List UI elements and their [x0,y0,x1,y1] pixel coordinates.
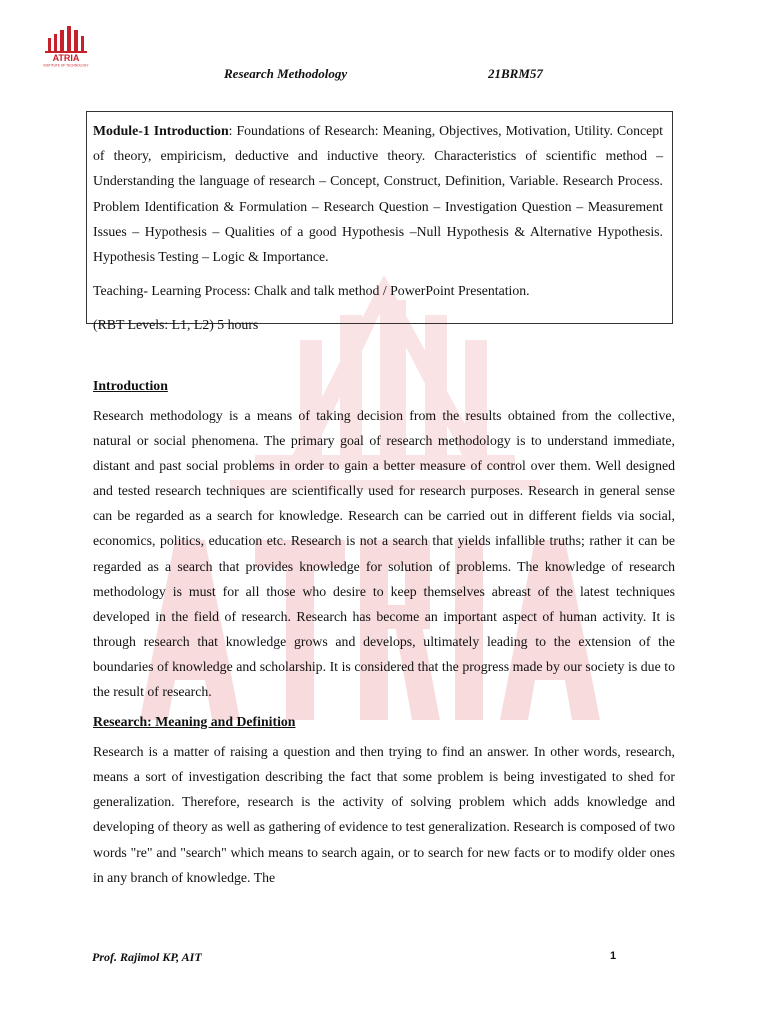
course-code: 21BRM57 [488,66,543,81]
course-title: Research Methodology [224,66,348,81]
page-number: 1 [610,950,617,962]
logo-tagline: INSTITUTE OF TECHNOLOGY [43,63,89,68]
module-body: : Foundations of Research: Meaning, Objectives, Motivation, Utility. Concept of theory, empiricism, deductive and inductive theory. Characteristics of scientific method – Understanding the language of research – Concept, Construct, Definition, Variable. Research Process. Problem Identification & Formulation – Research Question – Investigation Question – Measurement Issues – Hypothesis – Qualities of a good Hypothesis –Null Hypothesis & Alternative Hypothesis. Hypothesis Testing – Logic & Importance. [93,123,663,265]
module-description [93,118,663,269]
introduction-paragraph: Research methodology is a means of taking decision from the results obtained from the collective, natural or social phenomena. The primary goal of research methodology is to understand immediate, distant and past social problems in order to gain a better measure of control over them. Well designed and tested research techniques are scientifically used for research purposes. Research in general sense can be regarded as a search for knowledge. Research can be carried out in different fields via social, economics, politics, education etc. Research is not a search that yields infallible truths; rather it can be regarded as a search that provides knowledge for solution of problems. The knowledge of research methodology is must for all those who desire to keep themselves abreast of the latest techniques developed in the field of research. Research has become an important aspect of human activity. It is through research that knowledge grows and develops, ultimately leading to the extension of the boundaries of knowledge and scholarship. It is considered that the progress made by our society is due to the result of research. [93,408,675,700]
teaching-process: Teaching- Learning Process: Chalk and talk method / PowerPoint Presentation. [93,283,530,299]
rbt-levels: (RBT Levels: L1, L2) 5 hours [93,317,259,333]
atria-logo [42,24,90,68]
footer-author: Prof. Rajimol KP, AIT [92,950,202,964]
logo-brand: ATRIA [52,53,80,63]
module-heading: Module-1 Introduction [93,123,229,138]
introduction-heading: Introduction [93,378,168,393]
module-syllabus-box [86,111,673,333]
meaning-heading: Research: Meaning and Definition [93,714,296,730]
meaning-paragraph: Research is a matter of raising a question and then trying to find an answer. In other words, research, means a sort of investigation describing the fact that some problem is being investigated to shed for generalization. Therefore, research is the activity of solving problem which adds knowledge and developing of theory as well as gathering of evidence to test generalization. Research is composed of two words "re" and "search" which means to search again, or to search for new facts or to modify older ones in any branch of knowledge. The [93,744,675,885]
document-body [93,376,675,898]
